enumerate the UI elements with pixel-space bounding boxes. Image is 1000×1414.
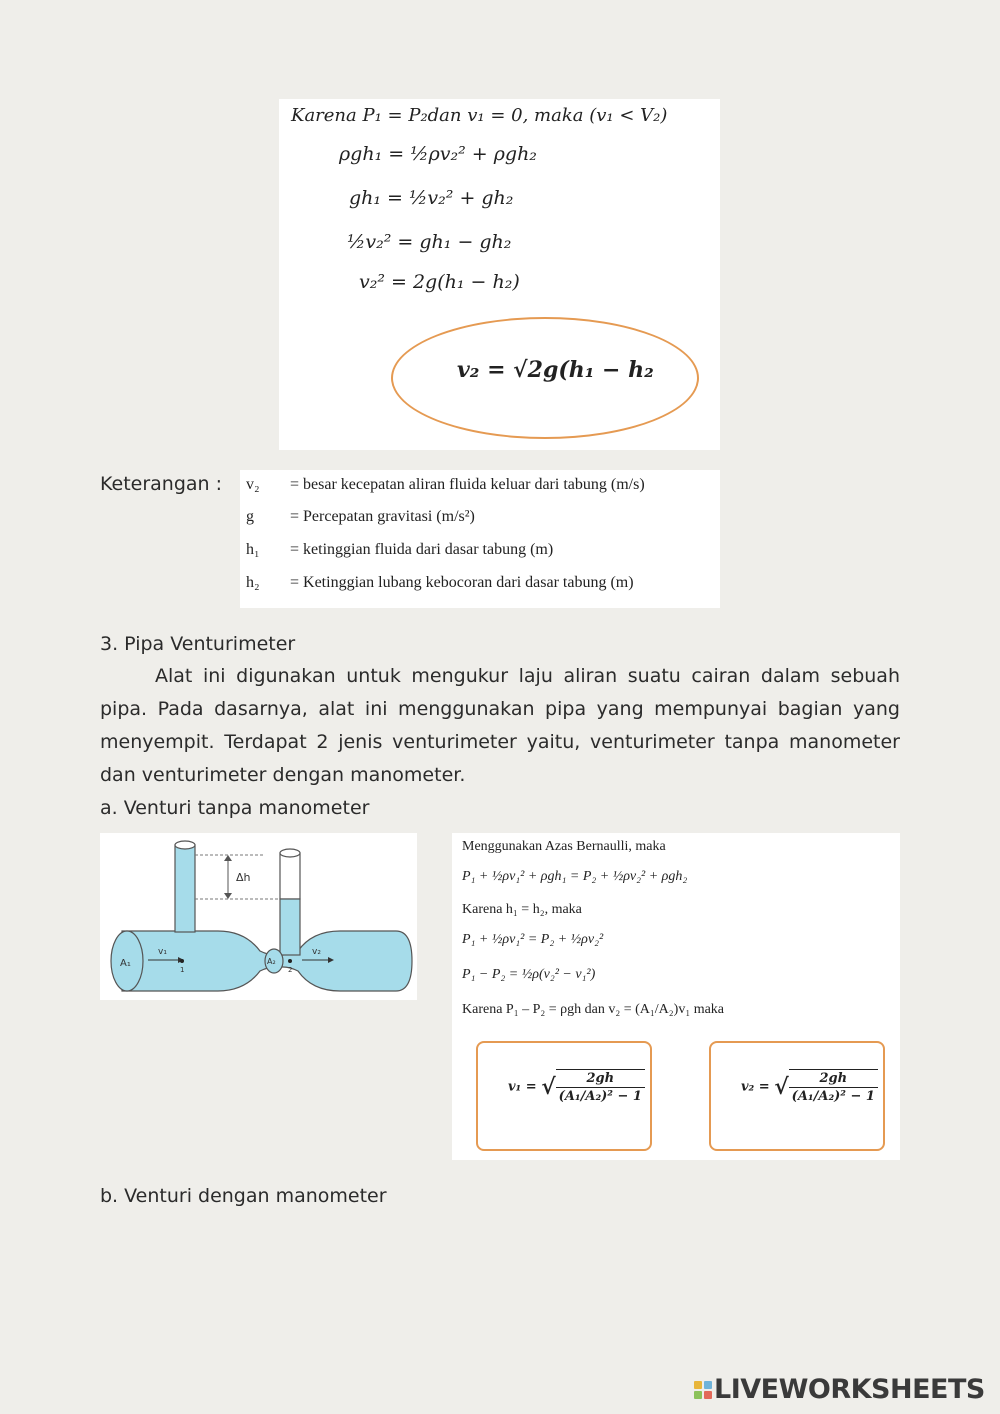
venturi-line-6: Karena P₁ – P₂ = ρgh dan v₂ = (A₁/A₂)v₁ maka	[462, 1002, 725, 1017]
keterangan-table	[240, 470, 720, 608]
liveworksheets-logo	[694, 1374, 985, 1405]
subsection-b-heading: b. Venturi dengan manometer	[100, 1185, 387, 1207]
derivation-line-2: ρgh₁ = ½ρv₂² + ρgh₂	[339, 143, 537, 165]
venturi-derivation-box	[452, 833, 900, 1160]
keterangan-row	[246, 574, 634, 592]
v2-formula: v₂ = √ $\frac{2gh}{\text{(A₁/A₂)² − 1}}$	[741, 1069, 878, 1105]
keterangan-desc: = Percepatan gravitasi (m/s²)	[290, 508, 475, 525]
keterangan-symbol: g	[246, 508, 254, 525]
derivation-line-1: Karena P₁ = P₂dan v₁ = 0, maka (v₁ < V₂)	[291, 105, 668, 126]
v1-formula: v₁ = √ $\frac{2gh}{\text{(A₁/A₂)² − 1}}$	[508, 1069, 645, 1105]
venturi-line-3: Karena h₁ = h₂, maka	[462, 902, 582, 917]
result-formula: v₂ = √2g(h₁ − h₂	[457, 357, 654, 383]
venturi-line-1: Menggunakan Azas Bernaulli, maka	[462, 839, 666, 854]
liveworksheets-icon	[694, 1381, 712, 1399]
v2-formula-box	[709, 1041, 885, 1151]
venturi-line-2: P₁ + ½ρv₁² + ρgh₁ = P₂ + ½ρv₂² + ρgh₂	[462, 869, 688, 884]
keterangan-symbol: h₂	[246, 574, 260, 591]
v1-label: v₁	[158, 947, 167, 957]
a2-label: A₂	[267, 957, 276, 966]
a1-label: A₁	[120, 958, 131, 969]
keterangan-row	[246, 541, 553, 559]
logo-text: LIVEWORKSHEETS	[714, 1374, 985, 1405]
derivation-line-4: ½v₂² = gh₁ − gh₂	[347, 231, 512, 253]
section-heading: 3. Pipa Venturimeter	[100, 633, 296, 655]
venturi-diagram	[100, 833, 417, 1000]
point2-label: 2	[288, 966, 293, 974]
keterangan-symbol: h₁	[246, 541, 260, 558]
keterangan-row	[246, 476, 645, 494]
keterangan-label: Keterangan :	[100, 473, 223, 495]
bernoulli-derivation-box	[279, 99, 720, 450]
derivation-line-3: gh₁ = ½v₂² + gh₂	[349, 187, 514, 209]
derivation-line-5: v₂² = 2g(h₁ − h₂)	[359, 271, 520, 293]
keterangan-row	[246, 508, 475, 526]
keterangan-desc: = Ketinggian lubang kebocoran dari dasar tabung (m)	[290, 574, 634, 591]
venturi-line-5: P₁ − P₂ = ½ρ(v₂² − v₁²)	[462, 967, 596, 982]
keterangan-desc: = ketinggian fluida dari dasar tabung (m)	[290, 541, 554, 558]
keterangan-symbol: v₂	[246, 476, 260, 493]
delta-h-label: Δh	[236, 871, 251, 884]
venturi-svg	[100, 833, 417, 1000]
subsection-a-heading: a. Venturi tanpa manometer	[100, 797, 370, 819]
section-paragraph: Alat ini digunakan untuk mengukur laju aliran suatu cairan dalam sebuah pipa. Pada dasarnya, alat ini menggunakan pipa yang mempunyai bagian yang menyempit. Terdapat 2 jenis venturimeter yaitu, venturimeter tanpa manometer dan venturimeter dengan manometer.	[100, 665, 900, 786]
v1-formula-box	[476, 1041, 652, 1151]
point1-label: 1	[180, 966, 185, 974]
keterangan-desc: = besar kecepatan aliran fluida keluar dari tabung (m/s)	[290, 476, 645, 493]
venturi-line-4: P₁ + ½ρv₁² = P₂ + ½ρv₂²	[462, 932, 604, 947]
v2-label: v₂	[312, 947, 321, 957]
